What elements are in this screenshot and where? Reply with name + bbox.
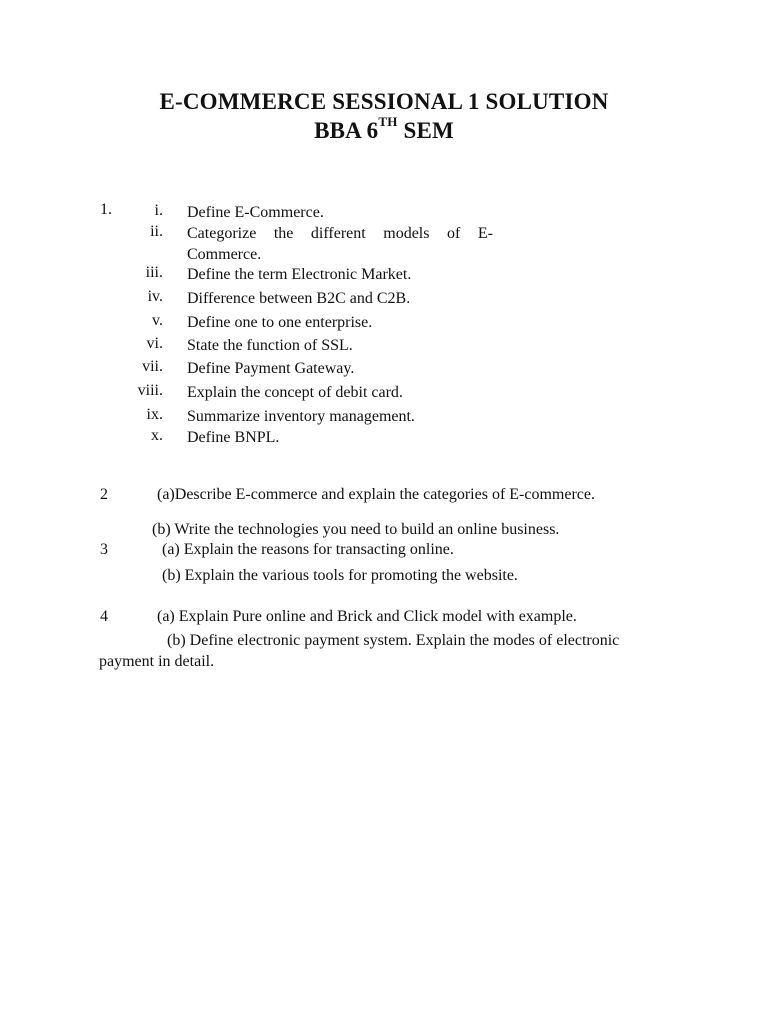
q1-item-8-text: Explain the concept of debit card. bbox=[187, 384, 403, 401]
question-2b-text: (b) Write the technologies you need to build an online business. bbox=[152, 521, 560, 538]
q1-item-3-numeral: iii. bbox=[145, 264, 163, 281]
q1-item-10-text: Define BNPL. bbox=[187, 429, 280, 446]
subtitle-suffix: SEM bbox=[397, 118, 454, 143]
question-3-number: 3 bbox=[100, 541, 108, 558]
document-subtitle bbox=[0, 114, 768, 144]
q1-item-7-text: Define Payment Gateway. bbox=[187, 360, 355, 377]
q1-item-8-numeral: viii. bbox=[137, 382, 163, 399]
q1-item-5-text: Define one to one enterprise. bbox=[187, 314, 373, 331]
q1-item-2-text: Categorize the different models of E-Commerce. bbox=[187, 225, 493, 263]
q1-item-7-numeral: vii. bbox=[142, 358, 163, 375]
question-4a-text: (a) Explain Pure online and Brick and Click model with example. bbox=[157, 608, 577, 625]
question-3b-text: (b) Explain the various tools for promoting the website. bbox=[162, 567, 518, 584]
question-4b-text-line-2: payment in detail. bbox=[99, 653, 215, 670]
q1-item-2-numeral: ii. bbox=[150, 223, 163, 240]
q1-item-1-text: Define E-Commerce. bbox=[187, 204, 324, 221]
question-2-number: 2 bbox=[100, 486, 108, 503]
question-1-number: 1. bbox=[100, 201, 112, 218]
q1-item-5-numeral: v. bbox=[152, 312, 163, 329]
subtitle-prefix: BBA 6 bbox=[314, 118, 379, 143]
q1-item-4-numeral: iv. bbox=[147, 288, 163, 305]
subtitle-superscript: TH bbox=[378, 114, 398, 130]
question-3a-text: (a) Explain the reasons for transacting online. bbox=[162, 541, 454, 558]
q1-item-10-numeral: x. bbox=[151, 427, 163, 444]
q1-item-1-numeral: i. bbox=[154, 202, 163, 219]
question-2a-text: (a)Describe E-commerce and explain the categories of E-commerce. bbox=[157, 486, 595, 503]
q1-item-6-numeral: vi. bbox=[146, 335, 163, 352]
q1-item-3-text: Define the term Electronic Market. bbox=[187, 266, 412, 283]
q1-item-4-text: Difference between B2C and C2B. bbox=[187, 290, 411, 307]
q1-item-9-text: Summarize inventory management. bbox=[187, 408, 415, 425]
q1-item-6-text: State the function of SSL. bbox=[187, 337, 353, 354]
question-4b-text-line-1: (b) Define electronic payment system. Explain the modes of electronic bbox=[167, 632, 620, 649]
document-title: E-COMMERCE SESSIONAL 1 SOLUTION bbox=[159, 89, 609, 114]
q1-item-9-numeral: ix. bbox=[146, 406, 163, 423]
question-4-number: 4 bbox=[100, 608, 108, 625]
